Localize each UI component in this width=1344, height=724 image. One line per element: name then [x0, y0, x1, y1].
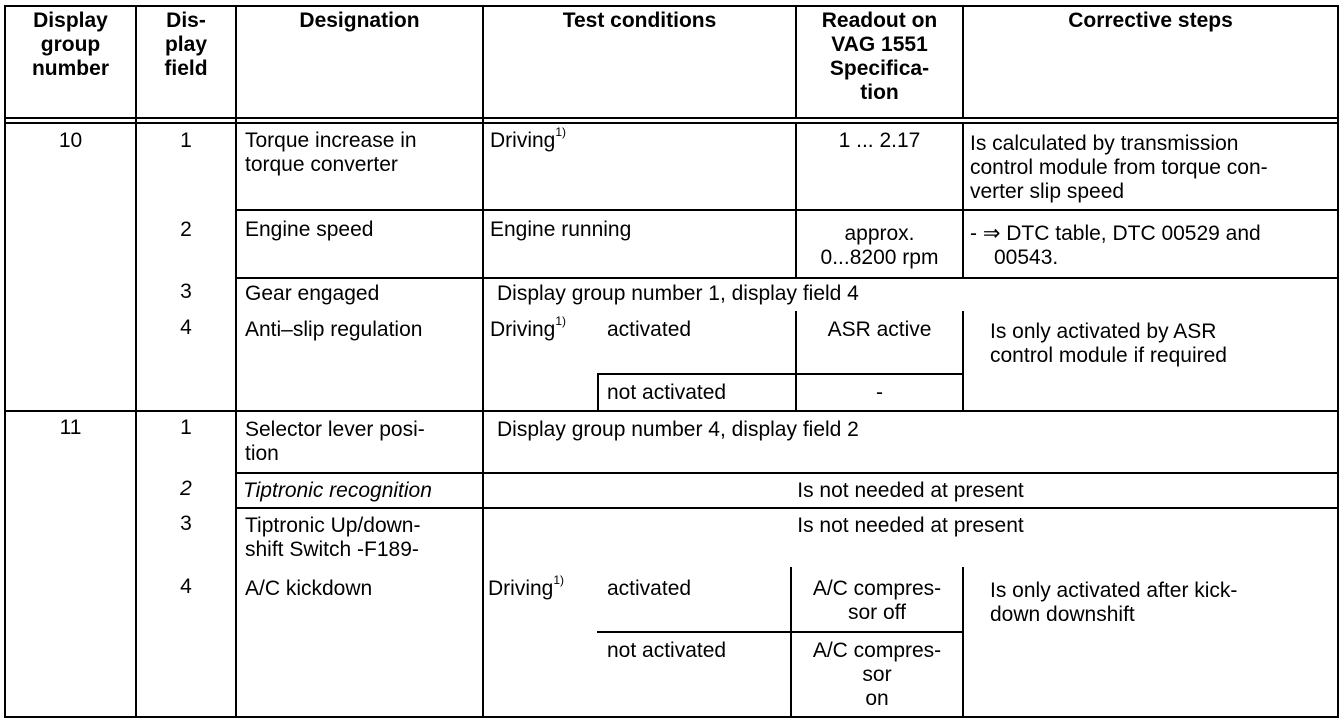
- field-11-4: 4: [180, 575, 192, 598]
- readout-10-1: 1 ... 2.17: [838, 129, 921, 152]
- hline-g10-end: [4, 410, 1339, 412]
- designation-10-1: Torque increase in torque converter: [245, 129, 417, 176]
- table-border-top: [4, 5, 1339, 7]
- readout-10-2: approx. 0...8200 rpm: [820, 222, 939, 269]
- corrective-11-4: Is only activated after kick- down downshift: [990, 579, 1238, 626]
- condition-10-2: Engine running: [490, 218, 632, 241]
- state-10-4-activated: activated: [607, 318, 692, 341]
- state-11-4-not-activated: not activated: [607, 639, 727, 662]
- state-11-4-activated: activated: [607, 577, 692, 600]
- header-rule-1: [4, 117, 1339, 119]
- group-number-10: 10: [58, 129, 83, 152]
- field-11-1: 1: [180, 416, 192, 439]
- table-border-left: [4, 5, 6, 718]
- table-border-right: [1337, 5, 1339, 718]
- designation-10-3: Gear engaged: [245, 282, 380, 305]
- vline-state-g10-r4: [597, 373, 599, 412]
- header-field: Dis- play field: [164, 9, 208, 80]
- hline-g10-r2: [235, 277, 1338, 279]
- hline-g11-r2: [235, 507, 1338, 509]
- span-text-11-2: Is not needed at present: [797, 479, 1024, 502]
- vline-field: [235, 5, 237, 718]
- header-readout: Readout on VAG 1551 Specifica- tion: [821, 9, 938, 104]
- condition-10-1: Driving$^{1)}$: [490, 125, 567, 152]
- hline-g11-r4-sub: [597, 631, 963, 633]
- readout-10-4-not-activated: -: [876, 381, 883, 404]
- field-10-3: 3: [180, 280, 192, 303]
- readout-11-4-activated: A/C compres- sor off: [812, 577, 942, 624]
- field-11-2: 2: [180, 477, 192, 500]
- vline-readout-g10-r4: [962, 311, 964, 412]
- hline-g11-r1: [235, 472, 1338, 474]
- condition-11-4: Driving$^{1)}$: [488, 573, 565, 600]
- group-number-11: 11: [59, 416, 82, 439]
- vline-designation: [482, 5, 484, 718]
- corrective-10-2: - ⇒ DTC table, DTC 00529 and 00543.: [970, 222, 1261, 269]
- readout-11-4-not-activated: A/C compres- sor on: [812, 639, 942, 710]
- designation-11-1: Selector lever posi- tion: [245, 418, 425, 465]
- designation-11-2: Tiptronic recognition: [243, 479, 432, 502]
- corrective-10-4: Is only activated by ASR control module if required: [990, 320, 1227, 367]
- field-10-2: 2: [180, 218, 192, 241]
- header-test-conditions: Test conditions: [562, 9, 717, 32]
- readout-10-4-activated: ASR active: [827, 318, 932, 341]
- vline-group: [135, 5, 137, 718]
- header-corrective: Corrective steps: [1068, 9, 1233, 32]
- designation-11-4: A/C kickdown: [245, 577, 373, 600]
- table-border-bottom: [4, 716, 1339, 718]
- condition-10-4: Driving$^{1)}$: [490, 314, 567, 341]
- hline-g10-r1: [235, 209, 1338, 211]
- designation-11-3: Tiptronic Up/down- shift Switch -F189-: [245, 514, 421, 561]
- corrective-10-1: Is calculated by transmission control module from torque con- verter slip speed: [970, 132, 1268, 203]
- vline-readout-g11-r4: [962, 567, 964, 717]
- hline-g10-r4-sub: [597, 373, 963, 375]
- span-text-11-3: Is not needed at present: [797, 514, 1024, 537]
- field-10-1: 1: [180, 129, 192, 152]
- field-11-3: 3: [180, 512, 192, 535]
- state-10-4-not-activated: not activated: [607, 381, 727, 404]
- field-10-4: 4: [180, 316, 192, 339]
- span-text-10-3: Display group number 1, display field 4: [497, 282, 859, 305]
- span-text-11-1: Display group number 4, display field 2: [497, 418, 859, 441]
- header-group: Display group number: [31, 9, 109, 80]
- header-rule-2: [4, 122, 1339, 124]
- header-designation: Designation: [299, 9, 420, 32]
- vline-readout-g10-r1-2: [962, 124, 964, 279]
- designation-10-4: Anti–slip regulation: [245, 318, 423, 341]
- designation-10-2: Engine speed: [245, 218, 374, 241]
